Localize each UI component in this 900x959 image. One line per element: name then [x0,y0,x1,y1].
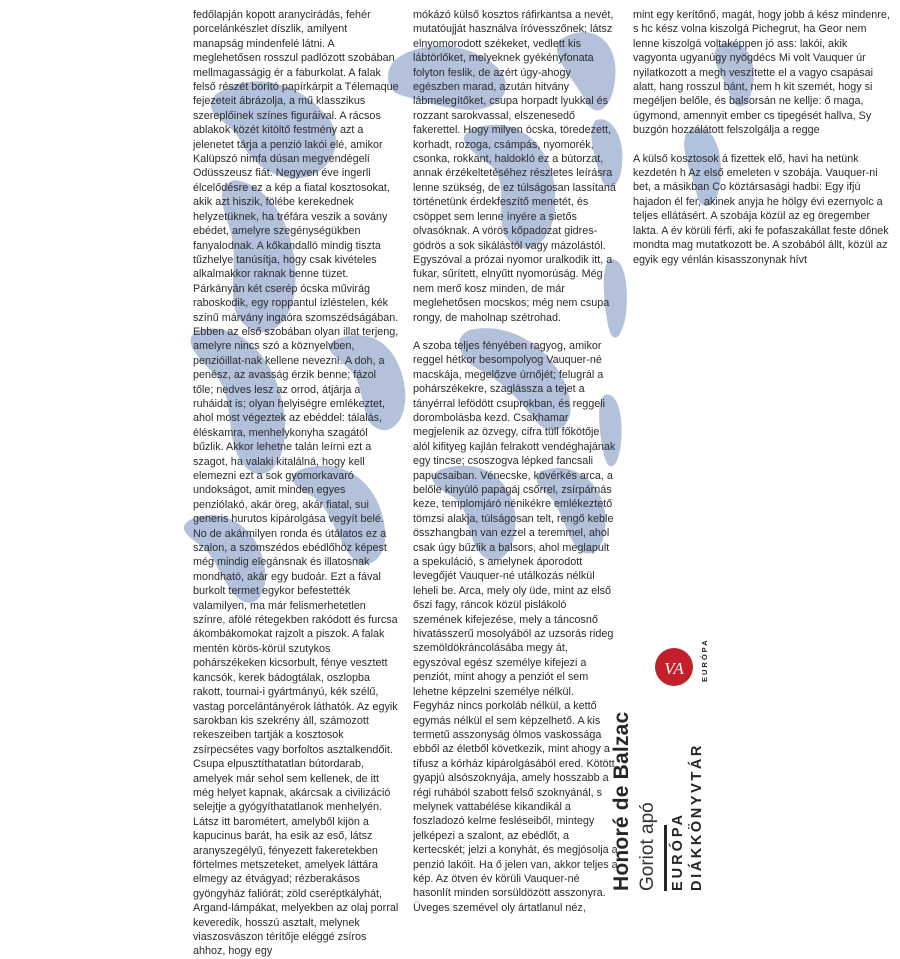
paragraph: A külső kosztosok á fizettek elő, havi ha netünk kezdetén h Az első emeleten v szobája. Vauquer-ni bet, a másikban Co köztársasági hadbi: Egy ifjú hajadon él fer, akinek anyja he hölgy évi ezernyolc a teljes ellátásért. A szobája közül az eg öregember lakta. A év körüli férfi, aki fe pofaszakállat feste dőnek mondta mag mutatkozott be. A szobából állt, közül az egyik egy vénlán kisasszonynak hívt [633,152,889,266]
text-column-right-cropped [633,8,890,636]
publisher-logo [655,648,693,686]
book-title: Goriot apó [637,802,658,891]
paragraph: fedőlapján kopott aranycirádás, fehér porcelánkészlet díszlik, amilyent manapság mindenfelé látni. A meglehetősen rosszul padlózott szobában mellmagasságig ér a faburkolat. A falak felső részét borító papírkárpit a Télemaque fejezeteit ábrázolja, a mű klasszikus szereplőinek színes figuráival. A rácsos ablakok közét kitöltő festmény azt a jelenetet tárja a penzió lakói elé, amikor Kalüpszó nimfa dúsan megvendégeli Odüsszeusz fiát. Negyven éve ingerli élcelődésre ez a kép a fiatal kosztosokat, akik azt hiszik, fölébe kerekednek helyzetüknek, ha tréfára veszik a sovány ebédet, amelyre szegénységükben fanyalodnak. A kőkandalló mindig tiszta tűzhelye tanúsítja, hogy csak kivételes alkalmakkor raknak benne tüzet. Párkányán két cserép ócska művirág raboskodik, egy roppantul ízléstelen, kék színű márvány ingaóra szomszédságában. Ebben az első szobában olyan illat terjeng, amelyre nincs szó a köznyelvben, penzióillat-nak kellene nevezni. A doh, a penész, az avasság érzik benne; fázol tőle; nedves lesz az orrod, átjárja a ruháidat is; olyan helyiségre emlékeztet, ahol most végeztek az ebéddel: tálalás, éléskamra, menhelykonyha szagától bűzlik. Akkor lehetne talán leírni ezt a szagot, ha valaki kitalálná, hogy kell elemezni ezt a sok gyomorkavaró undokságot, amit minden egyes penziólakó, akár öreg, akár fiatal, sui generis hurutos kipárolgása vegyít belé. No de akármilyen ronda és útálatos ez a szalon, a szomszédos ebédlőhöz képest még mindig elegánsnak és illatosnak mondható, akár egy budoár. Ezt a fával burkolt termet egykor befestették valamilyen, ma már felismerhetetlen színre, afölé rétegekben rakódott és furcsa ákombákomokat rajzolt a piszok. A falak mentén körös-körül szutykos pohárszékeken kicsorbult, fénye vesztett kancsók, kerek bádogtálak, oszlopba rakott, tournai-i gyártmányú, kék szélű, vastag porcelántányérok láthatók. Az egyik sarokban kis szekrény áll, számozott rekeszeiben tartják a kosztosok zsírpecsétes vagy borfoltos asztalkendőit. Csupa elpusztíthatatlan bútordarab, amelyek már sehol sem kellenek, de itt még helyet kapnak, akárcsak a civilizáció selejtje a gyógyíthatatlanok menhelyén. Látsz itt barométert, amelyből kijön a kapucinus barát, ha esik az eső, látsz aranyszegélyű, fényezett fakeretekben förtelmes metszeteket, amelyek láttára elmegy az étvágyad; rézberakásos gyöngyház faliórát; zöld cseréptkályhát, Argand-lámpákat, melyekben az olaj porral keveredik, hosszú asztalt, melynek viaszosvászon térítője eléggé zsíros ahhoz, hogy egy [193,9,399,958]
author-name: Honoré de Balzac [610,711,633,891]
logo-letters: VA [664,659,684,678]
publisher-name: EURÓPA [700,638,709,682]
series-name-line2: DIÁKKÖNYVTÁR [689,742,705,891]
publisher-logo-icon [655,648,693,686]
paragraph: A szoba teljes fényében ragyog, amikor reggel hétkor besompolyog Vauquer-né macskája, megelőzve úrnőjét; felugrál a pohárszékekre, szaglássza a tejet a tányérral lefödött csuprokban, és reggeli dorombolásba kezd. Csakhamar megjelenik az özvegy, cifra tüll főkötője alól kifityeg kajlán felrakott vendéghajának egy tincse; csoszogva lépked fancsali papucsaiban. Vénecske, kövérkés arca, a belőle kinyúló papagáj csőrrel, zsírpárnás keze, templomjáró nénikékre emlékeztető tömzsi alakja, túlságosan telt, rengő keble összhangban van ezzel a teremmel, ahol csak úgy bűzlik a balsors, ahol meglapult a spekuláció, s amelynek áporodott levegőjét Vauquer-né utálkozás nélkül leheli be. Arca, mely oly üde, mint az első őszi fagy, ráncok közül pislákoló szemének kifejezése, mely a táncosnő hivatásszerű mosolyából az uzsorás rideg szemöldökráncolásába megy át, egyszóval egész személye kifejezi a penziót, mint ahogy a penziót el sem lehetne képzelni személye nélkül. Fegyház nincs porkoláb nélkül, a kettő egymás nélkül el sem képzelhető. A kis termetű asszonyság ólmos vaskossága ebből az életből következik, mint ahogy a tífusz a kórház kipárolgásából ered. Kötött gyapjú alsószoknyája, amely hosszabb a régi ruhából szabott felső szoknyánál, s melynek vattabélése kikandikál a foszladozó kelme fesléseiből, mintegy jelképezi a szalont, az ebédlőt, a kertecskét; jelzi a konyhát, és megjósolja a penzió lakóit. Ha ő jelen van, akkor teljes a kép. Az ötven év körüli Vauquer-né hasonlít minden sorsüldözött asszonyra. Üveges szemével oly ártatlanul néz, [413,339,618,914]
text-column-middle [413,8,618,914]
text-column-left [193,8,399,958]
series-name-line1: EURÓPA [670,812,686,891]
title-divider [664,825,667,891]
paragraph: mókázó külső kosztos ráfirkantsa a nevét, mutatóujját használva íróvesszőnek; látsz elnyomorodott székeket, vedlett kis lábtörlőket, melyeknek gyékényfonata folyton feslik, de azért úgy-ahogy egészben marad, azután hitvány lábmelegítőket, csupa horpadt lyukkal és rozzant sarokvassal, elszenesedő fakerettel. Hogy milyen ócska, töredezett, korhadt, rozoga, csámpás, nyomorék, csonka, rokkant, haldokló ez a bútorzat, annak érzékeltetéséhez részletes leírásra lenne szükség, de ez túlságosan lassítaná történetünk érdekfeszítő menetét, és csöppet sem lenne ínyére a sietős olvasóknak. A vörös kőpadozat gidres-gödrös a sok sikálástól vagy mázolástól. Egyszóval a prózai nyomor uralkodik itt, a fukar, sűrített, elnyűtt nyomorúság. Még nem merő kosz minden, de már meglehetősen mocskos; még nem csupa rongy, de maholnap szétrohad. [413,9,616,324]
paragraph: mint egy kerítőnő, magát, hogy jobb á kész mindenre, s hc kész volna kiszolgá Pichegrut, ha Geor nem lenne kiszolgá voltaképpen jó ass: lakói, akik vagyonta ugyanúgy nyögdécs Mi volt Vauquer úr nyilatkozott a megh veszítette el a vagyo csapásai alatt, hang rosszul bánt, nem h kit szemét, hogy si megéljen belőle, és balsorsán ne kellje: ő maga, úgymond, amennyit ember cs tipegését hallva, Sy buzgón hozzálátott felszolgálja a regge [633,9,890,137]
